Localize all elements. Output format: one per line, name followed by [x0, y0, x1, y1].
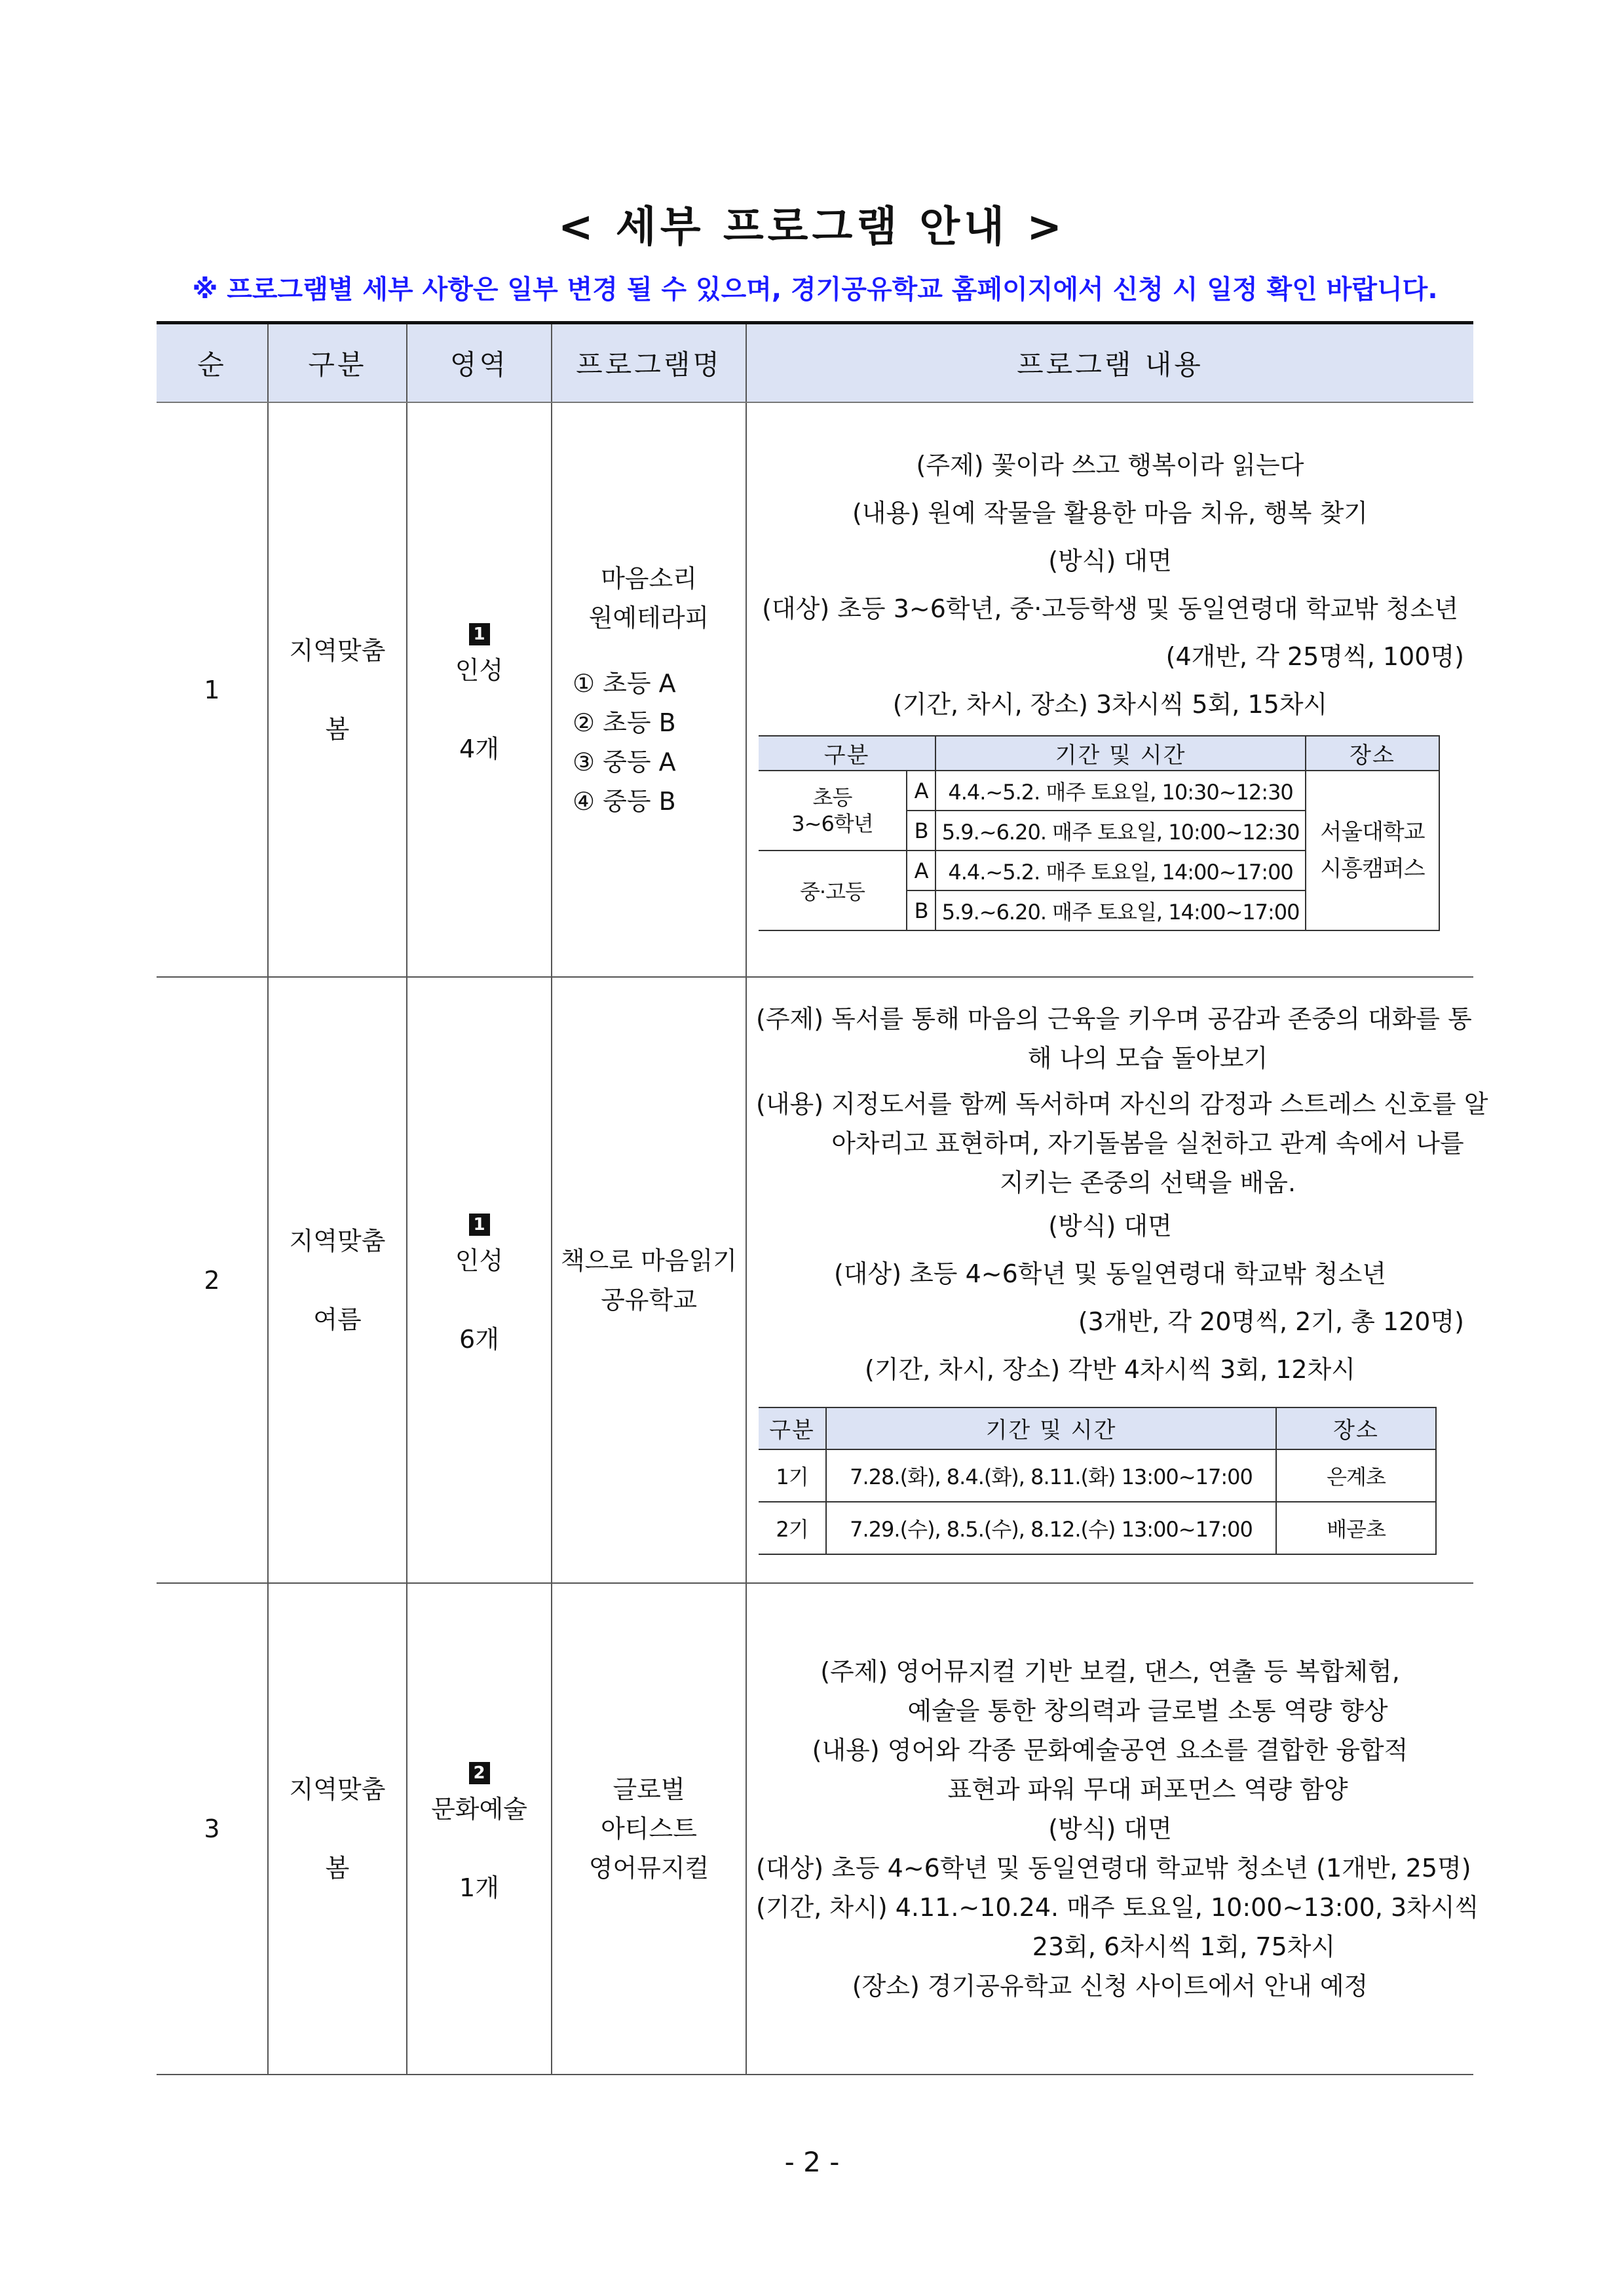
- sub-header: 기간 및 시간: [826, 1407, 1276, 1449]
- content-line: (방식) 대면: [1048, 1814, 1172, 1843]
- row-count: 6개: [459, 1324, 499, 1354]
- content-line: 아차리고 표현하며, 자기돌봄을 실천하고 관계 속에서 나를: [831, 1128, 1464, 1158]
- row-no: 2: [157, 977, 268, 1583]
- header-content: 프로그램 내용: [746, 323, 1473, 403]
- sub-place: 서울대학교: [1320, 819, 1425, 845]
- content-line: (대상) 초등 3~6학년, 중·고등학생 및 동일연령대 학교밖 청소년: [762, 594, 1458, 623]
- content-line: 지키는 존중의 선택을 배움.: [999, 1168, 1296, 1197]
- content-line: (기간, 차시, 장소) 각반 4차시씩 3회, 12차시: [865, 1354, 1355, 1384]
- table-row: [157, 402, 1473, 977]
- program-name: 원예테라피: [588, 603, 709, 632]
- row-area: 문화예술: [431, 1795, 527, 1824]
- sub-time: 5.9.~6.20. 매주 토요일, 14:00~17:00: [935, 890, 1306, 930]
- sub-class: 1기: [759, 1449, 826, 1502]
- row-type: 지역맞춤: [289, 1226, 386, 1255]
- sub-header: 장소: [1276, 1407, 1436, 1449]
- area-number-badge: 1: [469, 623, 490, 645]
- content-line: 해 나의 모습 돌아보기: [1027, 1043, 1268, 1073]
- class-item: ① 초등 A: [573, 668, 676, 698]
- table-row: [157, 977, 1473, 1583]
- schedule-table: [759, 1407, 1437, 1555]
- row-season: 봄: [325, 1854, 350, 1883]
- sub-header: 기간 및 시간: [935, 736, 1306, 771]
- sub-group: 중·고등: [759, 851, 907, 930]
- content-line: (주제) 독서를 통해 마음의 근육을 키우며 공감과 존중의 대화를 통: [756, 1004, 1472, 1033]
- content-line: (내용) 영어와 각종 문화예술공연 요소를 결합한 융합적: [812, 1736, 1408, 1765]
- sub-place: 은계초: [1276, 1449, 1436, 1502]
- content-line: (내용) 원예 작물을 활용한 마음 치유, 행복 찾기: [852, 499, 1369, 527]
- content-line: (주제) 꽃이라 쓰고 행복이라 읽는다: [916, 451, 1304, 480]
- sub-time: 7.28.(화), 8.4.(화), 8.11.(화) 13:00~17:00: [826, 1449, 1276, 1502]
- row-type: 지역맞춤: [289, 1775, 386, 1804]
- row-area: 인성: [455, 1246, 504, 1275]
- sub-place: 시흥캠퍼스: [1320, 856, 1425, 882]
- program-name: 마음소리: [601, 564, 697, 593]
- class-item: ④ 중등 B: [573, 786, 676, 816]
- content-line: (대상) 초등 4~6학년 및 동일연령대 학교밖 청소년: [833, 1259, 1387, 1288]
- page-title: < 세부 프로그램 안내 >: [558, 203, 1066, 252]
- sub-header: 구분: [759, 1407, 826, 1449]
- notice: ※ 프로그램별 세부 사항은 일부 변경 될 수 있으며, 경기공유학교 홈페이지에서 신청 시 일정 확인 바랍니다.: [192, 275, 1438, 305]
- header-name: 프로그램명: [552, 323, 746, 403]
- header-type: 구분: [268, 323, 407, 403]
- area-number-badge: 1: [469, 1214, 490, 1236]
- area-number-badge: 2: [469, 1762, 490, 1784]
- header-no: 순: [157, 323, 268, 403]
- sub-time: 4.4.~5.2. 매주 토요일, 14:00~17:00: [935, 851, 1306, 890]
- content-line: (장소) 경기공유학교 신청 사이트에서 안내 예정: [852, 1972, 1369, 2000]
- row-count: 1개: [459, 1873, 499, 1902]
- content-line: 예술을 통한 창의력과 글로벌 소통 역량 향상: [907, 1696, 1388, 1725]
- content-line: (3개반, 각 20명씩, 2기, 총 120명): [1078, 1307, 1464, 1336]
- row-no: 1: [157, 402, 268, 977]
- row-type: 지역맞춤: [289, 636, 386, 665]
- program-name: 책으로 마음읽기: [560, 1246, 738, 1275]
- table-row: [157, 1583, 1473, 2075]
- row-no: 3: [157, 1583, 268, 2075]
- content-line: (기간, 차시) 4.11.~10.24. 매주 토요일, 10:00~13:00, 3차시씩: [756, 1893, 1479, 1922]
- content-line: 23회, 6차시씩 1회, 75차시: [1032, 1932, 1336, 1961]
- header-area: 영역: [407, 323, 552, 403]
- sub-class: B: [907, 811, 935, 851]
- sub-header: 구분: [759, 736, 935, 771]
- row-season: 봄: [325, 714, 350, 744]
- sub-time: 5.9.~6.20. 매주 토요일, 10:00~12:30: [935, 811, 1306, 851]
- content-line: (내용) 지정도서를 함께 독서하며 자신의 감정과 스트레스 신호를 알: [756, 1089, 1488, 1119]
- class-item: ③ 중등 A: [573, 747, 676, 776]
- content-line: (방식) 대면: [1048, 546, 1172, 575]
- sub-group: 초등 3~6학년: [759, 771, 907, 851]
- schedule-table: [759, 735, 1440, 931]
- program-table: [157, 321, 1488, 2075]
- row-count: 4개: [459, 734, 499, 763]
- program-name: 글로벌: [613, 1775, 685, 1804]
- program-name: 아티스트: [601, 1814, 697, 1843]
- sub-class: 2기: [759, 1502, 826, 1554]
- row-area: 인성: [455, 655, 504, 685]
- content-line: (대상) 초등 4~6학년 및 동일연령대 학교밖 청소년 (1개반, 25명): [756, 1854, 1471, 1883]
- program-name: 영어뮤지컬: [588, 1854, 709, 1883]
- content-line: (4개반, 각 25명씩, 100명): [1165, 642, 1464, 671]
- class-item: ② 초등 B: [573, 708, 676, 737]
- sub-class: A: [907, 851, 935, 890]
- content-line: (방식) 대면: [1048, 1211, 1172, 1240]
- sub-class: A: [907, 771, 935, 811]
- sub-time: 7.29.(수), 8.5.(수), 8.12.(수) 13:00~17:00: [826, 1502, 1276, 1554]
- row-season: 여름: [313, 1305, 362, 1334]
- sub-time: 4.4.~5.2. 매주 토요일, 10:30~12:30: [935, 771, 1306, 811]
- sub-class: B: [907, 890, 935, 930]
- sub-header: 장소: [1306, 736, 1439, 771]
- program-name: 공유학교: [601, 1285, 697, 1314]
- content-line: (주제) 영어뮤지컬 기반 보컬, 댄스, 연출 등 복합체험,: [820, 1657, 1400, 1686]
- content-line: (기간, 차시, 장소) 3차시씩 5회, 15차시: [892, 690, 1328, 719]
- sub-place: 배곧초: [1276, 1502, 1436, 1554]
- table-header: [157, 323, 1473, 403]
- page-number: - 2 -: [784, 2146, 840, 2178]
- content-line: 표현과 파워 무대 퍼포먼스 역량 함양: [947, 1775, 1348, 1804]
